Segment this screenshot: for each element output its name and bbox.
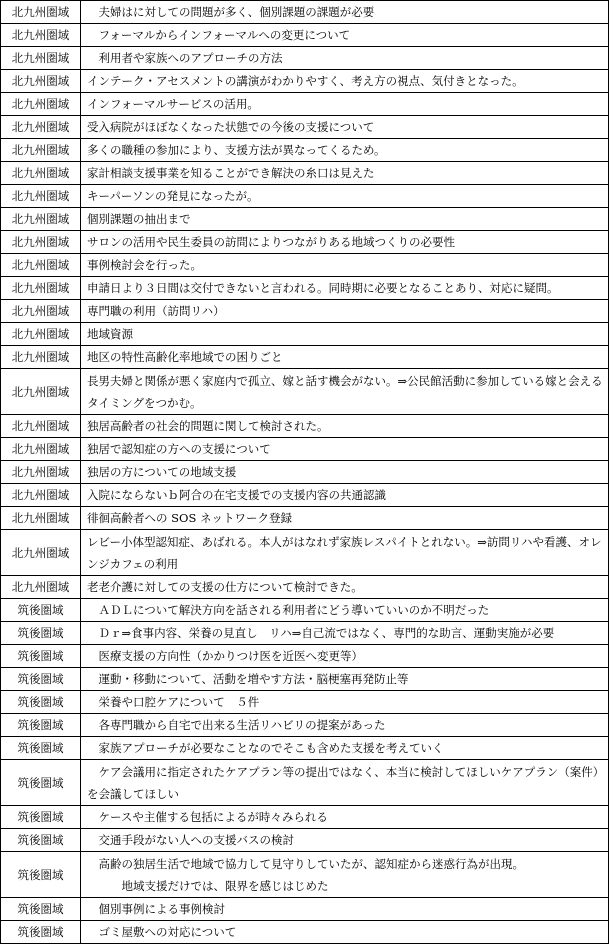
region-cell: 筑後圏域 bbox=[1, 921, 81, 944]
region-cell: 北九州圏域 bbox=[1, 507, 81, 530]
issue-line: ケア会議用に指定されたケアプラン等の提出ではなく、本当に検討してほしいケアプラン（案件） bbox=[87, 764, 605, 779]
issue-cell: 独居高齢者の社会的問題に関して検討された。 bbox=[81, 415, 609, 438]
table-row bbox=[1, 438, 609, 461]
region-cell: 筑後圏域 bbox=[1, 691, 81, 714]
table-row bbox=[1, 116, 609, 139]
issue-cell: 独居で認知症の方への支援について bbox=[81, 438, 609, 461]
table-row bbox=[1, 415, 609, 438]
issue-cell: 地域資源 bbox=[81, 323, 609, 346]
region-cell: 筑後圏域 bbox=[1, 622, 81, 645]
issue-cell bbox=[81, 760, 609, 806]
region-cell: 北九州圏域 bbox=[1, 139, 81, 162]
region-cell: 北九州圏域 bbox=[1, 24, 81, 47]
region-cell: 北九州圏域 bbox=[1, 162, 81, 185]
table-row bbox=[1, 24, 609, 47]
issue-cell: 多くの職種の参加により、支援方法が異なってくるため。 bbox=[81, 139, 609, 162]
table-row bbox=[1, 346, 609, 369]
region-cell: 北九州圏域 bbox=[1, 208, 81, 231]
region-cell: 北九州圏域 bbox=[1, 93, 81, 116]
table-row bbox=[1, 829, 609, 852]
region-cell: 北九州圏域 bbox=[1, 1, 81, 24]
issue-cell: 個別事例による事例検討 bbox=[81, 898, 609, 921]
table-row bbox=[1, 162, 609, 185]
table-row bbox=[1, 277, 609, 300]
issue-cell bbox=[81, 530, 609, 576]
table-row bbox=[1, 47, 609, 70]
table-row bbox=[1, 622, 609, 645]
region-cell: 北九州圏域 bbox=[1, 438, 81, 461]
issue-line: 地域支援だけでは、限界を感じはじめた bbox=[87, 878, 329, 893]
table-row bbox=[1, 185, 609, 208]
issue-line: 長男夫婦と関係が悪く家庭内で孤立、嫁と話す機会がない。⇒公民館活動に参加している嫁と会える bbox=[87, 373, 603, 388]
table-row bbox=[1, 576, 609, 599]
issue-cell: 入院にならないｂ阿合の在宅支援での支援内容の共通認識 bbox=[81, 484, 609, 507]
table-row bbox=[1, 1, 609, 24]
issue-cell: 交通手段がない人への支援バスの検討 bbox=[81, 829, 609, 852]
issue-cell: 老老介護に対しての支援の仕方について検討できた。 bbox=[81, 576, 609, 599]
table-row bbox=[1, 737, 609, 760]
issue-cell: Ｄｒ⇒食事内容、栄養の見直し リハ⇒自己流ではなく、専門的な助言、運動実施が必要 bbox=[81, 622, 609, 645]
issue-line: レビー小体型認知症、あばれる。本人がはなれず家族レスパイトとれない。⇒訪問リハや看護、オレ bbox=[87, 534, 602, 549]
table-row bbox=[1, 231, 609, 254]
region-cell: 筑後圏域 bbox=[1, 737, 81, 760]
issue-cell: 地区の特性高齢化率地域での困りごと bbox=[81, 346, 609, 369]
issue-cell: 独居の方についての地域支援 bbox=[81, 461, 609, 484]
table-row bbox=[1, 70, 609, 93]
issue-cell: 専門職の利用（訪問リハ） bbox=[81, 300, 609, 323]
region-cell: 北九州圏域 bbox=[1, 415, 81, 438]
table-row bbox=[1, 507, 609, 530]
table-row bbox=[1, 645, 609, 668]
issue-cell: 徘徊高齢者への SOS ネットワーク登録 bbox=[81, 507, 609, 530]
issue-cell: ケースや主催する包括によるが時々みられる bbox=[81, 806, 609, 829]
issue-cell bbox=[81, 369, 609, 415]
region-cell: 筑後圏域 bbox=[1, 852, 81, 898]
region-cell: 筑後圏域 bbox=[1, 668, 81, 691]
region-cell: 筑後圏域 bbox=[1, 599, 81, 622]
issue-cell: 運動・移動について、活動を増やす方法・脳梗塞再発防止等 bbox=[81, 668, 609, 691]
table-row bbox=[1, 760, 609, 806]
region-cell: 北九州圏域 bbox=[1, 346, 81, 369]
table-row bbox=[1, 300, 609, 323]
region-cell: 筑後圏域 bbox=[1, 806, 81, 829]
table-row bbox=[1, 921, 609, 944]
region-cell: 北九州圏域 bbox=[1, 530, 81, 576]
table-row bbox=[1, 484, 609, 507]
issue-cell: 申請日より３日間は交付できないと言われる。同時期に必要となることあり、対応に疑問。 bbox=[81, 277, 609, 300]
table-row bbox=[1, 530, 609, 576]
issue-cell: インテーク・アセスメントの講演がわかりやすく、考え方の視点、気付きとなった。 bbox=[81, 70, 609, 93]
region-cell: 北九州圏域 bbox=[1, 116, 81, 139]
region-cell: 筑後圏域 bbox=[1, 714, 81, 737]
issue-line: ンジカフェの利用 bbox=[87, 556, 179, 571]
issue-cell: 受入病院がほぼなくなった状態での今後の支援について bbox=[81, 116, 609, 139]
region-cell: 北九州圏域 bbox=[1, 185, 81, 208]
issue-cell: キーパーソンの発見になったが。 bbox=[81, 185, 609, 208]
issue-cell: フォーマルからインフォーマルへの変更について bbox=[81, 24, 609, 47]
issue-cell bbox=[81, 852, 609, 898]
issue-line: を会議してほしい bbox=[87, 786, 179, 801]
region-cell: 北九州圏域 bbox=[1, 576, 81, 599]
issue-cell: 利用者や家族へのアプローチの方法 bbox=[81, 47, 609, 70]
table-row bbox=[1, 852, 609, 898]
region-cell: 筑後圏域 bbox=[1, 898, 81, 921]
table-row bbox=[1, 208, 609, 231]
table-row bbox=[1, 369, 609, 415]
region-cell: 北九州圏域 bbox=[1, 461, 81, 484]
issue-cell: ＡＤＬについて解決方向を話される利用者にどう導いていいのか不明だった bbox=[81, 599, 609, 622]
table-row bbox=[1, 806, 609, 829]
region-cell: 北九州圏域 bbox=[1, 231, 81, 254]
issue-cell: 家計相談支援事業を知ることができ解決の糸口は見えた bbox=[81, 162, 609, 185]
table-row bbox=[1, 461, 609, 484]
issue-cell: 栄養や口腔ケアについて ５件 bbox=[81, 691, 609, 714]
table-row bbox=[1, 139, 609, 162]
issue-line: タイミングをつかむ。 bbox=[87, 395, 202, 410]
region-cell: 北九州圏域 bbox=[1, 47, 81, 70]
region-cell: 北九州圏域 bbox=[1, 484, 81, 507]
issue-cell: 夫婦はに対しての問題が多く、個別課題の課題が必要 bbox=[81, 1, 609, 24]
region-cell: 北九州圏域 bbox=[1, 300, 81, 323]
region-cell: 北九州圏域 bbox=[1, 369, 81, 415]
issue-cell: 家族アプローチが必要なことなのでそこも含めた支援を考えていく bbox=[81, 737, 609, 760]
issue-line: 高齢の独居生活で地域で協力して見守りしていたが、認知症から迷惑行為が出現。 bbox=[87, 856, 524, 871]
table-row bbox=[1, 254, 609, 277]
region-cell: 筑後圏域 bbox=[1, 829, 81, 852]
region-cell: 北九州圏域 bbox=[1, 254, 81, 277]
issue-cell: インフォーマルサービスの活用。 bbox=[81, 93, 609, 116]
region-cell: 北九州圏域 bbox=[1, 323, 81, 346]
table-row bbox=[1, 93, 609, 116]
table-row bbox=[1, 599, 609, 622]
issue-cell: 事例検討会を行った。 bbox=[81, 254, 609, 277]
table-row bbox=[1, 714, 609, 737]
issue-cell: ゴミ屋敷への対応について bbox=[81, 921, 609, 944]
region-cell: 筑後圏域 bbox=[1, 645, 81, 668]
issue-cell: 医療支援の方向性（かかりつけ医を近医へ変更等） bbox=[81, 645, 609, 668]
table-row bbox=[1, 898, 609, 921]
table-row bbox=[1, 323, 609, 346]
table-row bbox=[1, 668, 609, 691]
issue-cell: 個別課題の抽出まで bbox=[81, 208, 609, 231]
issue-cell: 各専門職から自宅で出来る生活リハビリの提案があった bbox=[81, 714, 609, 737]
region-cell: 北九州圏域 bbox=[1, 277, 81, 300]
region-cell: 北九州圏域 bbox=[1, 70, 81, 93]
issue-cell: サロンの活用や民生委員の訪問によりつながりある地域つくりの必要性 bbox=[81, 231, 609, 254]
table-row bbox=[1, 691, 609, 714]
region-cell: 筑後圏域 bbox=[1, 760, 81, 806]
